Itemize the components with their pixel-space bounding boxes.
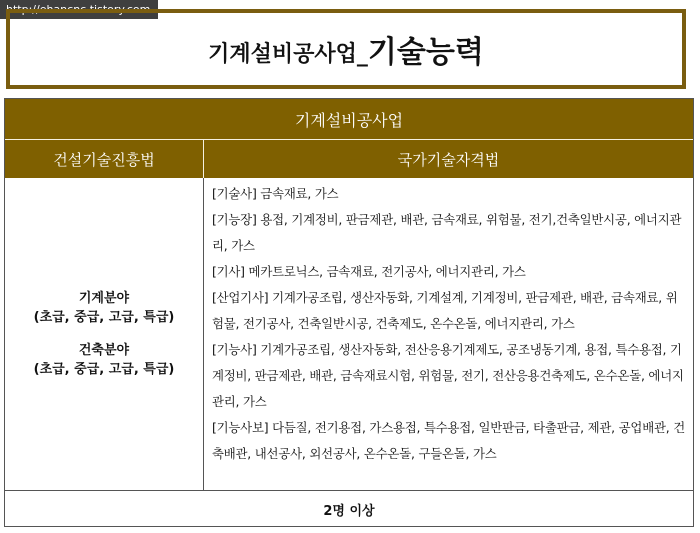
cert-line-industrial-engineer: [산업기사] 기계가공조립, 생산자동화, 기계설계, 기계정비, 판금제관, 배관, 금속재료, 위험물, 전기공사, 건축일반시공, 건축제도, 온수온돌, 에너지관리, 가스 <box>212 290 678 331</box>
field-grades: (초급, 중급, 고급, 특급) <box>33 362 175 377</box>
title-banner <box>6 9 686 89</box>
title-prefix: 기계설비공사업_ <box>208 41 368 67</box>
field-name: 건축분야 <box>78 343 130 358</box>
column-header-right: 국가기술자격법 <box>397 150 500 169</box>
field-grades: (초급, 중급, 고급, 특급) <box>33 310 175 325</box>
cert-line-craftsman: [기능사] 기계가공조립, 생산자동화, 전산응용기계제도, 공조냉동기계, 용접, 특수용접, 기계정비, 판금제관, 배관, 금속재료시험, 위험물, 전기, 전산응용건축제도, 온수온돌, 에너지관리, 가스 <box>212 342 684 409</box>
table-footer-count: 2명 이상 <box>5 490 693 527</box>
cert-line-engineer: [기사] 메카트로닉스, 금속재료, 전기공사, 에너지관리, 가스 <box>212 264 526 279</box>
column-header-row <box>5 140 693 178</box>
table-body-row <box>5 178 693 490</box>
cert-line-professional-engineer: [기술사] 금속재료, 가스 <box>212 186 339 201</box>
certifications-cell <box>204 178 693 490</box>
requirements-table <box>4 98 694 527</box>
title-main: 기술능력 <box>367 35 484 70</box>
cert-line-assistant-craftsman: [기능사보] 다듬질, 전기용접, 가스용접, 특수용접, 일반판금, 타출판금, 제관, 공업배관, 건축배관, 내선공사, 외선공사, 온수온돌, 구들온돌, 가스 <box>212 420 685 461</box>
engineering-fields-cell <box>5 178 204 490</box>
field-group-architecture <box>34 341 175 379</box>
field-group-mechanical <box>34 289 175 327</box>
watermark-url: http://ehancnc.tistory.com <box>0 0 158 19</box>
column-header-left: 건설기술진흥법 <box>5 140 204 178</box>
field-name: 기계분야 <box>78 291 130 306</box>
table-header: 기계설비공사업 <box>5 99 693 140</box>
cert-line-master-craftsman: [기능장] 용접, 기계정비, 판금제관, 배관, 금속재료, 위험물, 전기,건축일반시공, 에너지관리, 가스 <box>212 212 682 253</box>
